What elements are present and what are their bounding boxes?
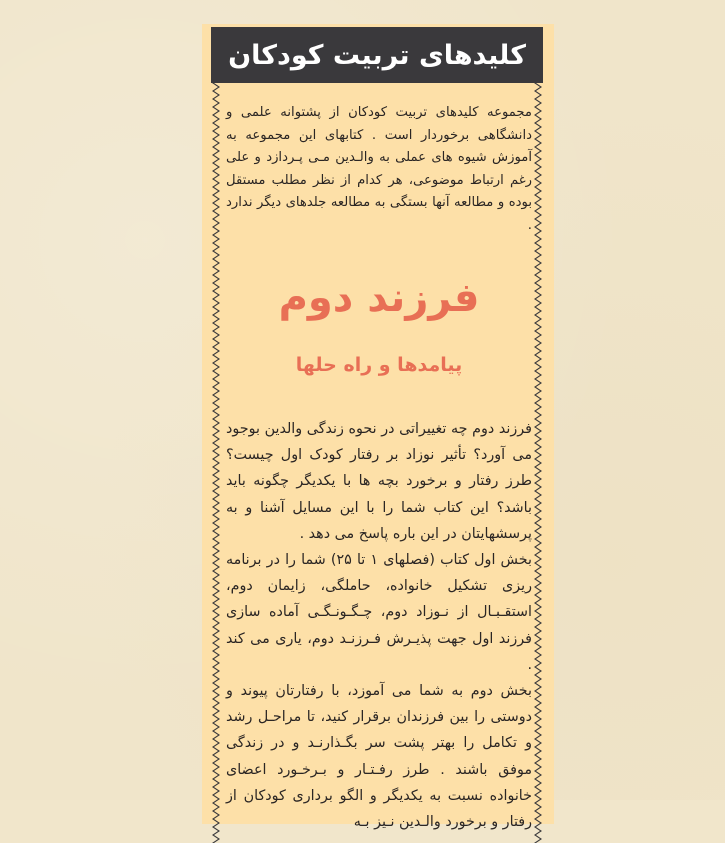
description-paragraph-3: بخش دوم به شما می آموزد، با رفتارتان پیوند و دوستی را بین فرزندان برقرار کنید، تا مراحـل رشد و تکامل را بهتر پشت سر بگـذارنـد و در زندگی موفق باشند . طرز رفـتـار و بـرخـورد اعضای خانواده نسبت به یکدیگر و الگو برداری کودکان از رفتار و برخورد والـدین نـیز بـه xyxy=(226,683,532,831)
series-intro-text: مجموعه کلیدهای تربیت کودکان از پشتوانه علمی و دانشگاهی برخوردار است . کتابهای این مجموعه به آموزش شیوه های عملی به والـدین مـی پـردازد و علی رغم ارتباط موضوعی، هر کدام از نظر مطلب مستقل بوده و مطالعه آنها بستگی به مطالعه جلدهای دیگر ندارد . xyxy=(226,105,532,233)
zigzag-border-left xyxy=(211,83,221,843)
book-title: فرزند دوم xyxy=(278,275,480,321)
book-description xyxy=(226,416,532,835)
back-cover-panel xyxy=(202,24,554,831)
zigzag-border-right xyxy=(533,83,543,843)
description-paragraph-2: بخش اول کتاب (فصلهای ۱ تا ۲۵) شما را در برنامه ریزی تشکیل خانواده، حاملگی، زایمان دوم، استقـبـال از نـوزاد دوم، چـگـونـگـی آماده سازی فرزند اول جهت پذیـرش فـرزنـد دوم، یاری می کند . xyxy=(226,552,532,673)
description-paragraph-1: فرزند دوم چه تغییراتی در نحوه زندگی والدین بوجود می آورد؟ تأثیر نوزاد بر رفتار کودک اول چیست؟ طرز رفتار و برخورد بچه ها با یکدیگر چگونه باید باشد؟ این کتاب شما را با این مسایل آشنا و به پرسشهایتان در این باره پاسخ می دهد . xyxy=(226,421,532,542)
book-subtitle: پیامدها و راه حلها xyxy=(295,354,463,376)
series-title: کلیدهای تربیت کودکان xyxy=(228,39,526,71)
series-title-bar xyxy=(211,27,543,83)
